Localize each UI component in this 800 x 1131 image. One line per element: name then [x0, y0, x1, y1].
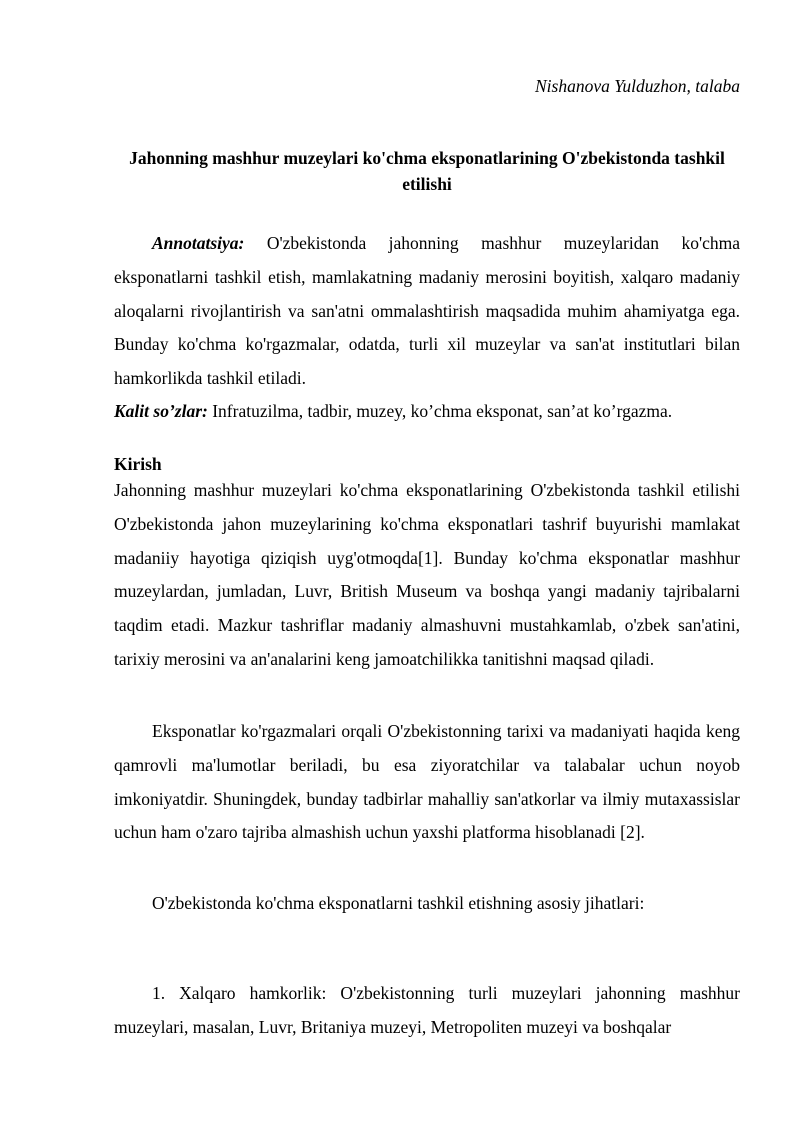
- intro-paragraph-1: Jahonning mashhur muzeylari ko'chma eksponatlarining O'zbekistonda tashkil etilishi O'zbekistonda jahon muzeylarining ko'chma eksponatlari tashrif buyurishi mamlakat madaniiy hayotiga qiziqish uyg'otmoqda[1]. Bunday ko'chma eksponatlar mashhur muzeylardan, jumladan, Luvr, British Museum va boshqa yangi madaniy tajribalarni taqdim etadi. Mazkur tashriflar madaniy almashuvni mustahkamlab, o'zbek san'atini, tarixiy merosini va an'analarini keng jamoatchilikka tanitishni maqsad qiladi.: [114, 480, 740, 669]
- intro-paragraph-2: Eksponatlar ko'rgazmalari orqali O'zbekistonning tarixi va madaniyati haqida keng qamrovli ma'lumotlar beriladi, bu esa ziyoratchilar va talabalar uchun noyob imkoniyatdir. Shuningdek, bunday tadbirlar mahalliy san'atkorlar va ilmiy mutaxassislar uchun ham o'zaro tajriba almashish uchun yaxshi platforma hisoblanadi [2].: [114, 721, 740, 843]
- keywords-text: Infratuzilma, tadbir, muzey, ko’chma eksponat, san’at ko’rgazma.: [207, 401, 673, 421]
- intro-paragraph-3: O'zbekistonda ko'chma eksponatlarni tashkil etishning asosiy jihatlari:: [152, 893, 645, 913]
- paper-title: Jahonning mashhur muzeylari ko'chma eksponatlarining O'zbekistonda tashkil etilishi: [129, 148, 725, 194]
- list-item: 1. Xalqaro hamkorlik: O'zbekistonning turli muzeylari jahonning mashhur muzeylari, masalan, Luvr, Britaniya muzeyi, Metropoliten muzeyi va boshqalar: [114, 983, 740, 1037]
- keywords-label: Kalit so’zlar:: [114, 401, 208, 421]
- section-heading-intro: Kirish: [114, 454, 162, 474]
- abstract-text: O'zbekistonda jahonning mashhur muzeylaridan ko'chma eksponatlarni tashkil etish, mamlakatning madaniy merosini boyitish, xalqaro madaniy aloqalarni rivojlantirish va san'atni ommalashtirish maqsadida muhim ahamiyatga ega. Bunday ko'chma ko'rgazmalar, odatda, turli xil muzeylar va san'at institutlari bilan hamkorlikda tashkil etiladi.: [114, 233, 740, 389]
- document-page: [114, 0, 740, 1131]
- author-line: Nishanova Yulduzhon, talaba: [534, 76, 740, 96]
- abstract-label: Annotatsiya:: [152, 233, 245, 253]
- abstract-paragraph: [114, 227, 740, 396]
- keywords-line: [114, 397, 740, 425]
